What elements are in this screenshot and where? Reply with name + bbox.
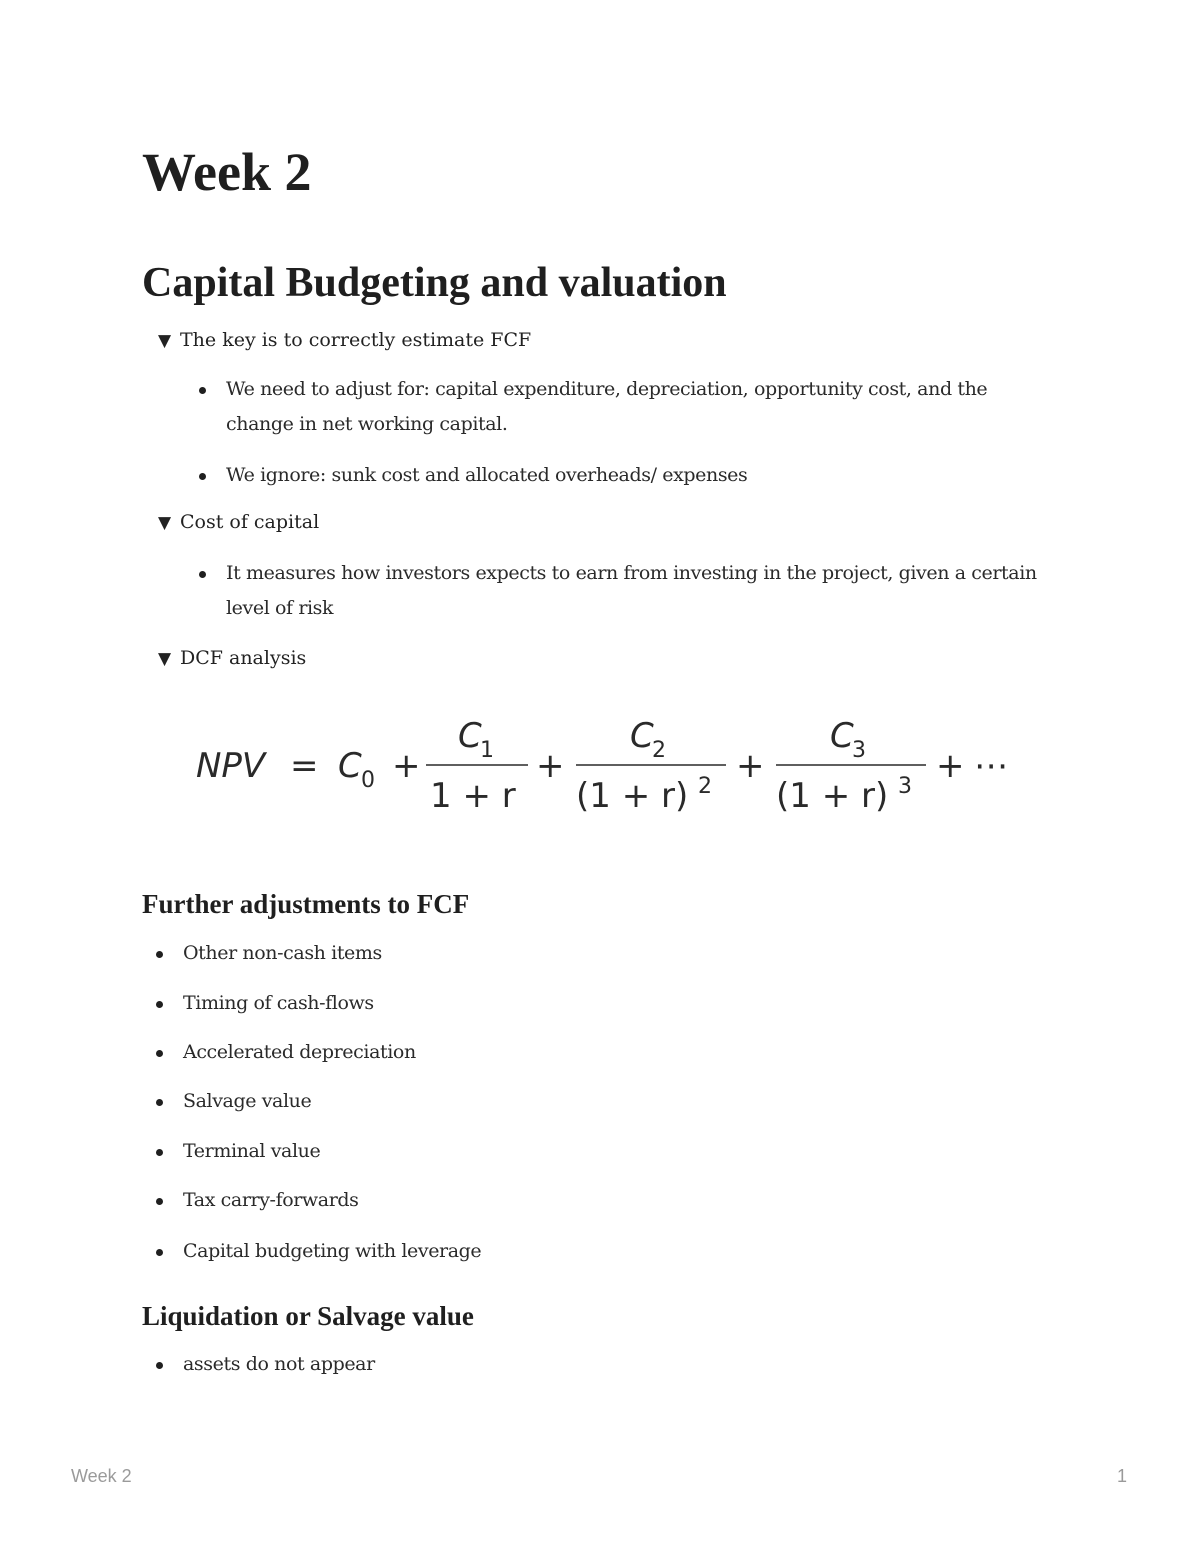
- c2-subscript: 2: [652, 738, 666, 763]
- list-item: [183, 1035, 416, 1070]
- equals-sign: =: [290, 746, 319, 786]
- bullet-dot-icon: [156, 1001, 163, 1008]
- list-item: [183, 936, 382, 971]
- c3-subscript: 3: [852, 738, 866, 763]
- list-item-text: assets do not appear: [183, 1353, 375, 1375]
- bullet-dot-icon: [156, 1099, 163, 1106]
- list-item-text: We need to adjust for: capital expenditure, depreciation, opportunity cost, and the change in net working capital.: [226, 378, 988, 435]
- list-item-text: Other non-cash items: [183, 942, 382, 964]
- bullet-dot-icon: [156, 1050, 163, 1057]
- c0-symbol: C: [338, 746, 362, 786]
- list-item: [183, 1084, 311, 1119]
- list-item-text: Accelerated depreciation: [183, 1041, 416, 1063]
- footer-title: Week 2: [71, 1466, 132, 1486]
- bullet-dot-icon: [199, 571, 206, 578]
- toggle-label: The key is to correctly estimate FCF: [180, 329, 532, 351]
- list-item: [183, 1134, 320, 1169]
- triangle-down-icon[interactable]: ▼: [158, 513, 172, 533]
- bullet-dot-icon: [156, 1249, 163, 1256]
- page-title: Week 2: [142, 142, 312, 202]
- list-item-text: Salvage value: [183, 1090, 312, 1112]
- page-number: 1: [1117, 1466, 1128, 1486]
- list-item: [183, 1234, 481, 1269]
- list-item: [226, 372, 1046, 442]
- toggle-estimate-fcf[interactable]: [158, 328, 531, 353]
- bullet-dot-icon: [156, 1149, 163, 1156]
- toggle-dcf-analysis[interactable]: [158, 646, 306, 671]
- t3-denominator: (1 + r): [776, 776, 889, 816]
- toggle-label: Cost of capital: [180, 511, 320, 533]
- ellipsis: ⋯: [974, 746, 1008, 786]
- list-item: [183, 1347, 375, 1382]
- npv-equation: [196, 715, 1036, 825]
- bullet-dot-icon: [199, 387, 206, 394]
- toggle-cost-of-capital[interactable]: [158, 510, 319, 535]
- c1-symbol: C: [458, 716, 482, 756]
- triangle-down-icon[interactable]: ▼: [158, 331, 172, 351]
- list-item-text: Capital budgeting with leverage: [183, 1240, 482, 1262]
- further-adjustments-heading: Further adjustments to FCF: [142, 889, 470, 919]
- npv-symbol: NPV: [196, 746, 266, 786]
- list-item: [226, 556, 1066, 626]
- plus-sign: +: [392, 746, 421, 786]
- list-item: [183, 986, 374, 1021]
- list-item-text: Tax carry-forwards: [183, 1189, 359, 1211]
- bullet-dot-icon: [156, 1362, 163, 1369]
- triangle-down-icon[interactable]: ▼: [158, 649, 172, 669]
- plus-sign: +: [736, 746, 765, 786]
- list-item-text: Timing of cash-flows: [183, 992, 374, 1014]
- plus-sign: +: [536, 746, 565, 786]
- list-item: [183, 1183, 359, 1218]
- list-item-text: It measures how investors expects to earn from investing in the project, given a certain level of risk: [226, 562, 1037, 619]
- bullet-dot-icon: [156, 951, 163, 958]
- c2-symbol: C: [630, 716, 654, 756]
- c3-symbol: C: [830, 716, 854, 756]
- c0-subscript: 0: [361, 768, 375, 793]
- liquidation-heading: Liquidation or Salvage value: [142, 1301, 474, 1331]
- list-item-text: Terminal value: [183, 1140, 321, 1162]
- t3-exponent: 3: [898, 774, 912, 799]
- c1-subscript: 1: [480, 738, 494, 763]
- section-title: Capital Budgeting and valuation: [142, 260, 727, 306]
- t2-denominator: (1 + r): [576, 776, 689, 816]
- list-item: [226, 458, 1046, 493]
- list-item-text: We ignore: sunk cost and allocated overheads/ expenses: [226, 464, 748, 486]
- bullet-dot-icon: [199, 473, 206, 480]
- t1-denominator: 1 + r: [430, 776, 516, 816]
- bullet-dot-icon: [156, 1198, 163, 1205]
- plus-sign: +: [936, 746, 965, 786]
- toggle-label: DCF analysis: [180, 647, 307, 669]
- t2-exponent: 2: [698, 774, 712, 799]
